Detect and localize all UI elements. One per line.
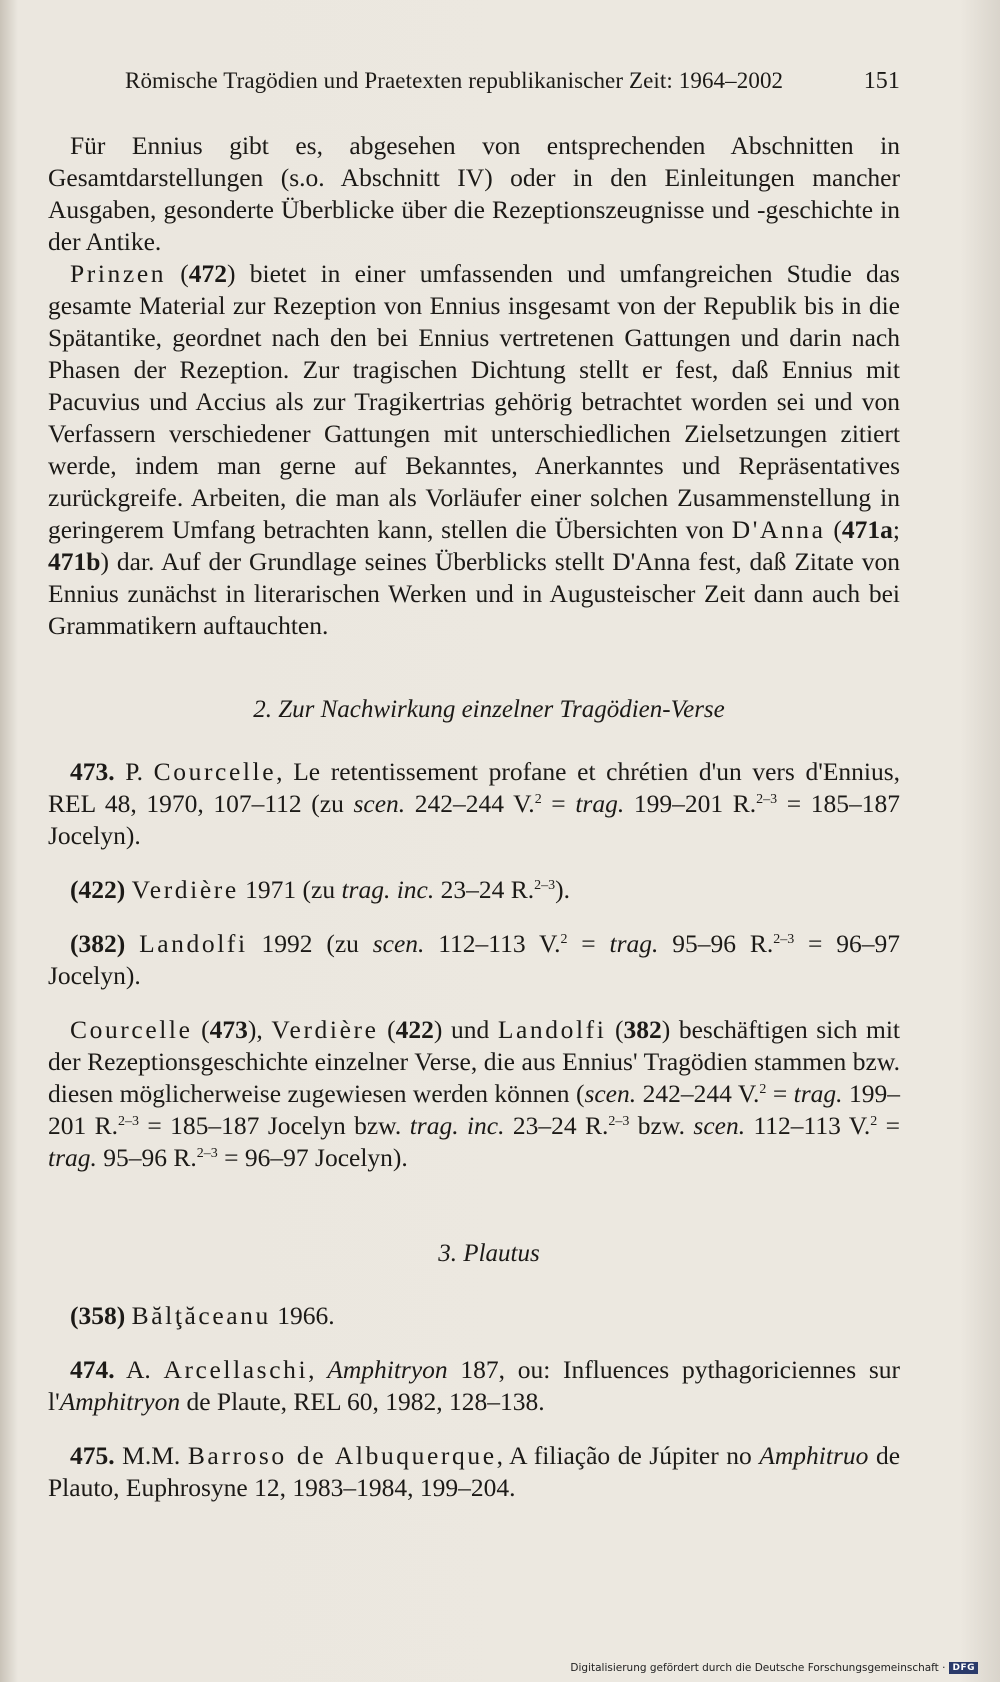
paragraph-intro: Für Ennius gibt es, abgesehen von entsprechenden Abschnitten in Gesamtdarstellungen (s.o. Abschnitt IV) oder in den Einleitungen mancher Ausgaben, gesonderte Überblicke über die Rezeptionszeugnisse und -geschichte in der Antike.: [48, 131, 900, 256]
text-block: [48, 130, 900, 1504]
author-name: Landolfi: [139, 929, 248, 958]
entry-number: (422): [70, 875, 126, 904]
running-head: [125, 68, 900, 94]
author-name: Verdière: [131, 875, 239, 904]
entry-number: 474.: [70, 1355, 115, 1384]
entry-ref: 472: [188, 259, 228, 288]
bibliography-entry: (358) Bălţăceanu 1966.: [70, 1301, 335, 1330]
entry-number: 475.: [70, 1441, 115, 1470]
paragraph-text: dar. Auf der Grundlage seines Überblicks stellt D'Anna fest, daß Zitate von Ennius zunächst in literarischen Werken und in Augusteischer Zeit dann auch bei Grammatikern auftauchten.: [48, 547, 900, 640]
author-name: Landolfi: [497, 1015, 607, 1044]
section-heading: 3. Plautus: [438, 1240, 540, 1267]
bibliography-entry: 475. M.M. Barroso de Albuquerque, A filiação de Júpiter no Amphitruo de Plauto, Euphrosyne 12, 1983–1984, 199–204.: [48, 1441, 901, 1502]
section-heading: 2. Zur Nachwirkung einzelner Tragödien-Verse: [253, 696, 725, 723]
author-name: Bălţăceanu: [131, 1301, 271, 1330]
entry-ref: 471a: [841, 515, 893, 544]
author-name: Verdière: [271, 1015, 379, 1044]
dfg-logo: DFG: [949, 1662, 978, 1674]
bibliography-entry: (422) Verdière 1971 (zu trag. inc. 23–24 R.$^{2-3}$).: [70, 875, 571, 904]
entry-ref: 382: [623, 1015, 662, 1044]
footer-text: Digitalisierung gefördert durch die Deutsche Forschungsgemeinschaft ·: [570, 1662, 946, 1674]
entry-ref: 422: [395, 1015, 434, 1044]
page-number: 151: [863, 68, 900, 94]
entry-number: (358): [70, 1301, 126, 1330]
entry-number: 473.: [70, 757, 115, 786]
paragraph-text: beschäftigen sich mit der Rezeptionsgeschichte einzelner Verse, die aus Ennius' Tragödien stammen bzw. diesen möglicherweise zugewiesen werden können (: [48, 1015, 900, 1108]
bibliography-entry: 473. P. Courcelle, Le retentissement profane et chrétien d'un vers d'Ennius, REL 48, 1970, 107–112 (zu scen. 242–244 V.$^2$ = trag. 199–201 R.$^{2-3}$ = 185–187 Jocelyn).: [48, 757, 901, 850]
entry-title: Le retentissement profane et chrétien d'un vers d'Ennius, REL 48, 1970, 107–112 (zu: [48, 757, 901, 818]
entry-ref: 473: [209, 1015, 248, 1044]
author-name: Courcelle: [70, 1015, 193, 1044]
bibliography-entry: (382) Landolfi 1992 (zu scen. 112–113 V.$^2$ = trag. 95–96 R.$^{2-3}$ = 96–97 Jocelyn).: [48, 929, 900, 990]
bibliography-entry: 474. A. Arcellaschi, Amphitryon 187, ou: Influences pythagoriciennes sur l'Amphitryon de Plaute, REL 60, 1982, 128–138.: [48, 1355, 901, 1416]
author-name: D'Anna: [731, 515, 826, 544]
running-head-title: Römische Tragödien und Praetexten republikanischer Zeit: 1964–2002: [125, 68, 784, 93]
paragraph-prinzen: Prinzen (472) bietet in einer umfassenden und umfangreichen Studie das gesamte Material zur Rezeption von Ennius insgesamt von der Republik bis in die Spätantike, geordnet nach den bei Ennius vertretenen Gattungen und darin nach Phasen der Rezeption. Zur tragischen Dichtung stellt er fest, daß Ennius mit Pacuvius und Accius als zur Tragikertrias gehörig betrachtet worden sei und von Verfassern verschiedener Gattungen mit unterschiedlichen Zielsetzungen zitiert werde, indem man gerne auf Bekanntes, Anerkanntes und Repräsentatives zurückgreife. Arbeiten, die man als Vorläufer einer solchen Zusammenstellung in geringerem Umfang betrachten kann, stellen die Übersichten von D'Anna (471a; 471b) dar. Auf der Grundlage seines Überblicks stellt D'Anna fest, daß Zitate von Ennius zunächst in literarischen Werken und in Augusteischer Zeit dann auch bei Grammatikern auftauchten.: [48, 259, 900, 640]
author-name: Arcellaschi: [163, 1355, 309, 1384]
paragraph-text: bietet in einer umfassenden und umfangreichen Studie das gesamte Material zur Rezeption von Ennius insgesamt von der Republik bis in die Spätantike, geordnet nach den bei Ennius vertretenen Gattungen und darin nach Phasen der Rezeption. Zur tragischen Dichtung stellt er fest, daß Ennius mit Pacuvius und Accius als zur Tragikertrias gehörig betrachtet worden sei und von Verfassern verschiedener Gattungen mit unterschiedlichen Zielsetzungen zitiert werde, indem man gerne auf Bekanntes, Anerkanntes und Repräsentatives zurückgreife. Arbeiten, die man als Vorläufer einer solchen Zusammenstellung in geringerem Umfang betrachten kann, stellen die Übersichten von: [48, 259, 900, 544]
author-name: Prinzen: [70, 259, 167, 288]
author-name: Barroso de Albuquerque: [187, 1441, 497, 1470]
author-name: Courcelle: [153, 757, 277, 786]
digitization-footer: [570, 1662, 978, 1674]
paragraph-reception: Courcelle (473), Verdière (422) und Landolfi (382) beschäftigen sich mit der Rezeptionsgeschichte einzelner Verse, die aus Ennius' Tragödien stammen bzw. diesen möglicherweise zugewiesen werden können (scen. 242–244 V.$^2$ = trag. 199–201 R.$^{2-3}$ = 185–187 Jocelyn bzw. trag. inc. 23–24 R.$^{2-3}$ bzw. scen. 112–113 V.$^2$ = trag. 95–96 R.$^{2-3}$ = 96–97 Jocelyn).: [48, 1015, 901, 1172]
entry-number: (382): [70, 929, 126, 958]
entry-ref: 471b: [48, 547, 101, 576]
